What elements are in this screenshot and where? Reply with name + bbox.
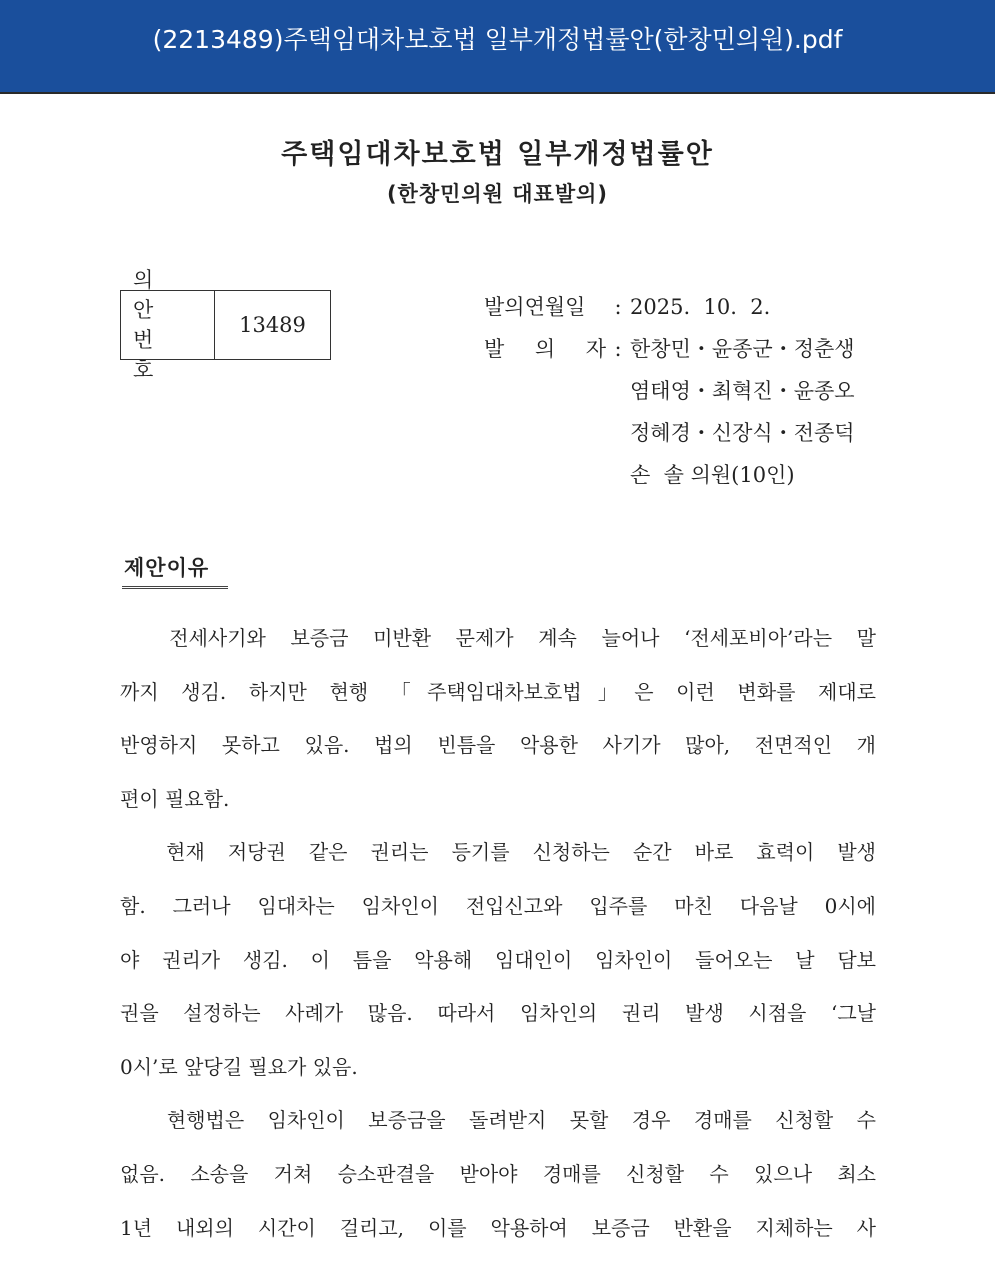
document-subtitle: (한창민의원 대표발의) [386, 182, 609, 206]
text-line: 0시’로 앞당길 필요가 있음. [120, 1054, 358, 1079]
text-line: 권을 설정하는 사례가 많음. 따라서 임차인의 권리 발생 시점을 ‘그날 [120, 1001, 876, 1026]
text-line: 까지 생김. 하지만 현행 「주택임대차보호법」은 이런 변화를 제대로 [120, 679, 876, 704]
proposal-date-row [484, 286, 855, 328]
sponsors-line: 정혜경・신장식・전종덕 [630, 421, 855, 445]
sponsors-label-char: 자 [585, 337, 606, 361]
paragraph [120, 826, 876, 1094]
paragraph [120, 612, 876, 826]
sponsors-label-char: 의 [534, 337, 556, 361]
title-bar [0, 0, 995, 94]
text-line: 1년 내외의 시간이 걸리고, 이를 악용하여 보증금 반환을 지체하는 사 [120, 1215, 876, 1240]
sponsors-line: 한창민・윤종군・정춘생 [630, 337, 855, 361]
colon: : [614, 337, 622, 361]
file-title: (2213489)주택임대차보호법 일부개정법률안(한창민의원).pdf [152, 25, 843, 54]
colon: : [614, 295, 622, 319]
section-underline [122, 586, 228, 589]
paragraph [120, 1094, 876, 1255]
text-line: 현재 저당권 같은 권리는 등기를 신청하는 순간 바로 효력이 발생 [120, 840, 876, 865]
text-line: 현행법은 임차인이 보증금을 돌려받지 못할 경우 경매를 신청할 수 [120, 1108, 876, 1133]
sponsors-label-char: 발 [484, 337, 505, 361]
bill-label-line1: 의 안 [133, 268, 166, 322]
text-line: 함. 그러나 임대차는 임차인이 전입신고와 입주를 마친 다음날 0시에 [120, 893, 876, 918]
sponsors-line: 손 솔 의원(10인) [630, 463, 795, 487]
text-line: 전세사기와 보증금 미반환 문제가 계속 늘어나 ‘전세포비아’라는 말 [120, 626, 876, 650]
text-line: 편이 필요함. [120, 786, 230, 811]
document-title: 주택임대차보호법 일부개정법률안 [281, 139, 714, 170]
text-line: 없음. 소송을 거쳐 승소판결을 받아야 경매를 신청할 수 있으나 최소 [120, 1161, 876, 1186]
sponsors-line: 염태영・최혁진・윤종오 [630, 379, 855, 403]
proposal-date-label: 발의연월일 [484, 295, 586, 319]
bill-number-value: 13489 [239, 313, 306, 337]
bill-number-box [120, 268, 331, 382]
document-body [120, 612, 876, 1255]
proposal-date-value: 2025. 10. 2. [630, 295, 771, 319]
text-line: 반영하지 못하고 있음. 법의 빈틈을 악용한 사기가 많아, 전면적인 개 [120, 733, 876, 758]
section-heading: 제안이유 [124, 556, 210, 580]
sponsors-row [484, 328, 855, 370]
text-line: 야 권리가 생김. 이 틈을 악용해 임대인이 임차인이 들어오는 날 담보 [120, 947, 876, 972]
bill-metadata [484, 286, 855, 496]
bill-label-line2: 번 호 [133, 328, 166, 382]
bill-number-label [121, 268, 215, 382]
sponsors-label [484, 328, 606, 370]
